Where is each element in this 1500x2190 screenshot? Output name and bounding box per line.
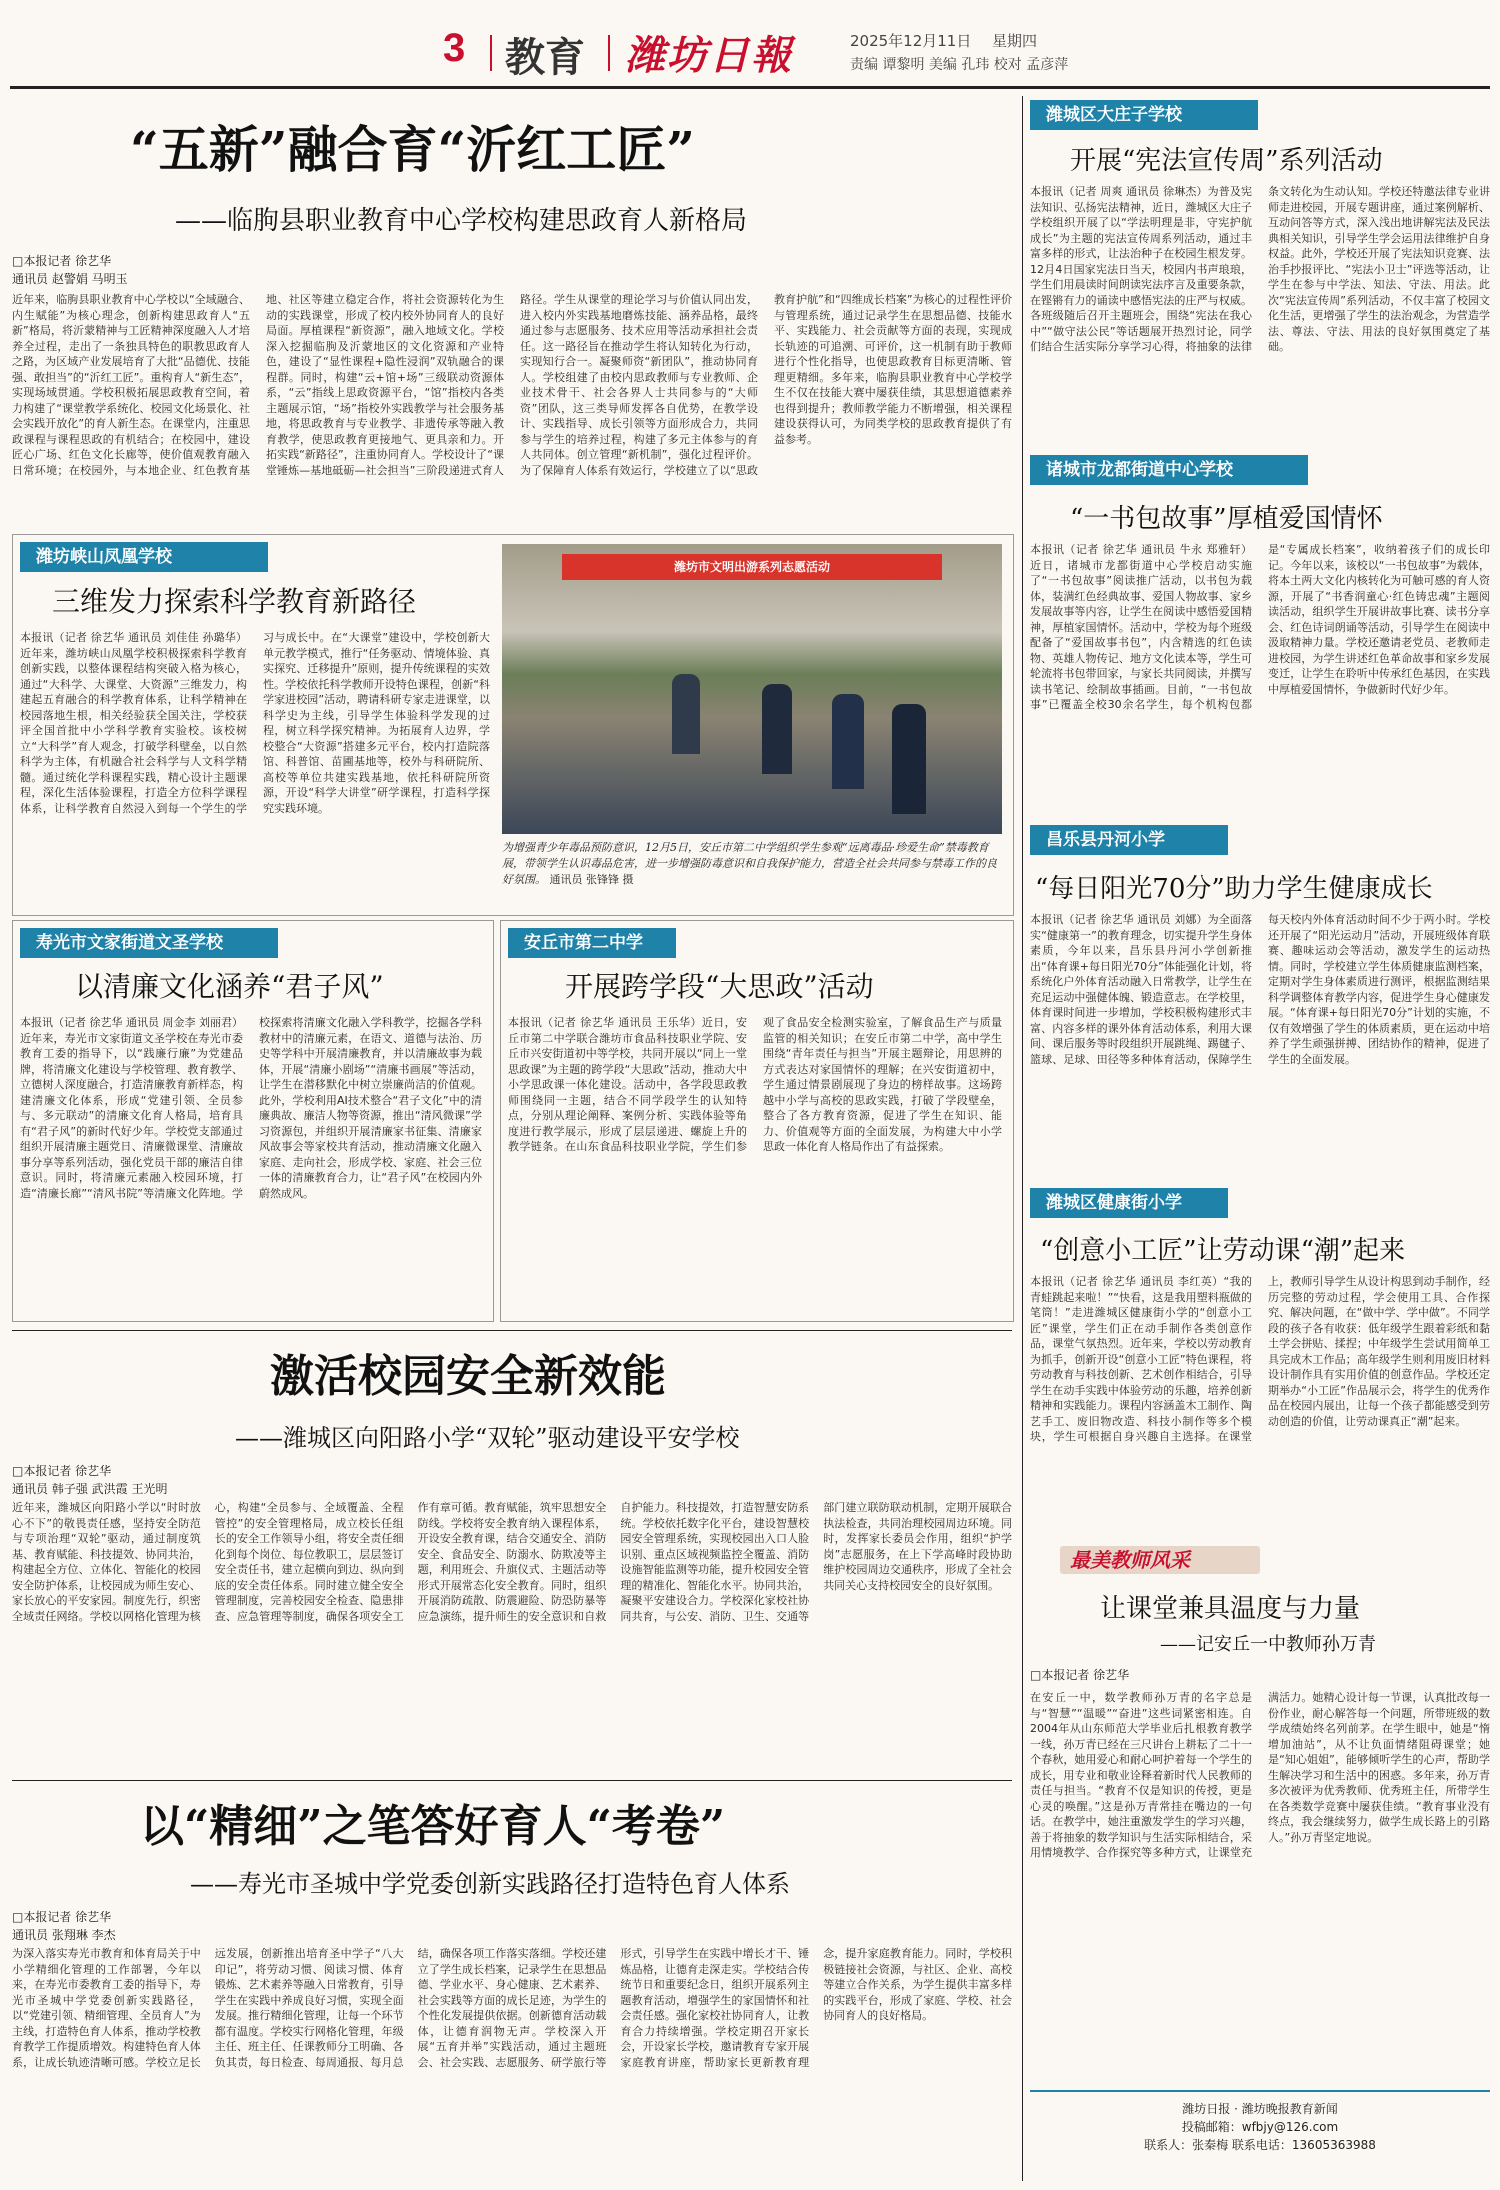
issue-date: 2025年12月11日 bbox=[850, 32, 972, 50]
event-photo bbox=[502, 544, 1002, 834]
school-tag: 安丘市第二中学 bbox=[508, 928, 676, 958]
article-subtitle: ——临朐县职业教育中心学校构建思政育人新格局 bbox=[175, 206, 748, 236]
school-tag: 寿光市文家街道文圣学校 bbox=[20, 928, 278, 958]
article-byline: □本报记者 徐艺华 bbox=[1030, 1668, 1130, 1682]
school-tag: 潍城区健康街小学 bbox=[1030, 1188, 1228, 1218]
paper-logo: 潍坊日報 bbox=[625, 32, 793, 79]
article-title: 以“精细”之笔答好育人“考卷” bbox=[140, 1801, 726, 1852]
section-rule bbox=[12, 1780, 1012, 1781]
column-divider bbox=[1022, 96, 1023, 2181]
article-title: 以清廉文化涵养“君子风” bbox=[75, 970, 384, 1003]
article-title: “每日阳光70分”助力学生健康成长 bbox=[1035, 874, 1433, 904]
masthead-divider bbox=[490, 35, 492, 71]
article-byline: □本报记者 徐艺华 通讯员 韩子强 武洪霞 王光明 bbox=[12, 1464, 168, 1496]
article-title: 三维发力探索科学教育新路径 bbox=[52, 585, 417, 618]
article-byline: 本报讯（记者 徐艺华 通讯员 王乐华） bbox=[508, 1016, 702, 1029]
article-byline: 本报讯（记者 徐艺华 通讯员 李红英） bbox=[1030, 1275, 1224, 1288]
article-title: 开展“宪法宣传周”系列活动 bbox=[1070, 146, 1383, 176]
article-byline: 本报讯（记者 徐艺华 通讯员 刘娜） bbox=[1030, 913, 1208, 926]
article-body: 在安丘一中，数学教师孙万青的名字总是与“智慧”“温暖”“奋进”这些词紧密相连。自2004年从山东师范大学毕业后扎根教育教学一线，孙万青已经在三尺讲台上耕耘了二十一个春秋，她用爱心和耐心呵护着每一个学生的成长，用专业和敬业诠释着新时代人民教师的责任与担当。“教育不仅是知识的传授，更是心灵的唤醒。”这是孙万青常挂在嘴边的一句话。在教学中，她注重激发学生的学习兴趣，善于将抽象的数学知识与生活实际相结合，采用情境教学、合作探究等多种方式，让课堂充满活力。她精心设计每一节课，认真批改每一份作业，耐心解答每一个问题，所带班级的数学成绩始终名列前茅。在学生眼中，她是“惰增加油站”，从不让负面情绪阻碍课堂；她是“知心姐姐”，能够倾听学生的心声，帮助学生解决学习和生活中的困惑。多年来，孙万青多次被评为优秀教师、优秀班主任，所带学生在各类数学竞赛中屡获佳绩。“教育事业没有终点，我会继续努力，做学生成长路上的引路人。”孙万青坚定地说。 bbox=[1030, 1691, 1490, 1859]
article-byline: □本报记者 徐艺华 通讯员 赵警娟 马明玉 bbox=[12, 254, 128, 286]
article-byline: 本报讯（记者 徐艺华 通讯员 周金李 刘丽君） bbox=[20, 1016, 243, 1029]
article-byline: □本报记者 徐艺华 通讯员 张翔琳 李杰 bbox=[12, 1910, 116, 1942]
article-title: 激活校园安全新效能 bbox=[270, 1351, 666, 1402]
article-title: “五新”融合育“沂红工匠” bbox=[130, 120, 696, 179]
article-body: 本报讯（记者 徐艺华 通讯员 牛永 郑雅轩）近日，诸城市龙都街道中心学校启动实施了“一书包故事”阅读推广活动，以书包为载体，装满红色经典故事、爱国人物故事、家乡发展故事等内容，让学生在阅读中感悟爱国精神，厚植家国情怀。活动中，学校为每个班级配备了“爱国故事书包”，内含精选的红色读物、英雄人物传记、地方文化读本等，学生可轮流将书包带回家，与家长共同阅读，并撰写读书笔记、绘制故事插画。目前，“一书包故事”已覆盖全校30余名学生，每个机构包都是“专属成长档案”，收纳着孩子们的成长印记。今年以来，该校以“一书包故事”为载体，将本土两大文化内核转化为可触可感的育人资源，开展了“书香润童心·红色铸忠魂”主题阅读活动，组织学生开展讲故事比赛、读书分享会、红色诗词朗诵等活动，引导学生在阅读中汲取精神力量。学校还邀请老党员、老教师走进校园，为学生讲述红色革命故事和家乡发展变迁，让学生在聆听中传承红色基因，在实践中厚植爱国情怀，争做新时代好少年。 bbox=[1030, 543, 1490, 711]
article-body: 本报讯（记者 徐艺华 通讯员 周金李 刘丽君）近年来，寿光市文家街道文圣学校在寿光市委教育工委的指导下，以“践廉行廉”为党建品牌，将清廉文化建设与学校管理、教育教学、立德树人深度融合，打造清廉教育新样态，构建清廉文化体系，形成“党建引领、全员参与、多元联动”的清廉文化育人格局，培育具有“君子风”的新时代好少年。学校党支部通过组织开展清廉主题党日、清廉微课堂、清廉故事分享等系列活动，强化党员干部的廉洁自律意识。同时，将清廉元素融入校园环境，打造“清廉长廊”“清风书院”等清廉文化阵地。学校探索将清廉文化融入学科教学，挖掘各学科教材中的清廉元素，在语文、道德与法治、历史等学科中开展清廉教育，并以清廉故事为载体，开展“清廉小剧场”“清廉书画展”等活动，让学生在潜移默化中树立崇廉尚洁的价值观。此外，学校利用AI技术整合“君子文化”中的清廉典故、廉洁人物等资源，推出“清风微课”学习资源包，并组织开展清廉家书征集、清廉家风故事会等家校共育活动，推动清廉文化融入家庭、走向社会，形成学校、家庭、社会三位一体的清廉教育合力，让“君子风”在校园内外蔚然成风。 bbox=[20, 1016, 482, 1200]
article-body: 为深入落实寿光市教育和体育局关于中小学精细化管理的工作部署，今年以来，在寿光市委教育工委的指导下，寿光市圣城中学党委创新实践路径，以“党建引领、精细管理、全员育人”为主线，打造特色育人体系，推动学校教育教学工作提质增效。构建特色育人体系，让成长轨迹清晰可感。学校立足长远发展，创新推出培育圣中学子“八大印记”，将劳动习惯、阅读习惯、体育锻炼、艺术素养等融入日常教育，引导学生在实践中养成良好习惯，实现全面发展。推行精细化管理，让每一个环节都有温度。学校实行网格化管理，年级主任、班主任、任课教师分工明确、各负其责，每日检查、每周通报、每月总结，确保各项工作落实落细。学校还建立了学生成长档案，记录学生在思想品德、学业水平、身心健康、艺术素养、社会实践等方面的成长足迹，为学生的个性化发展提供依据。创新德育活动载体，让德育润物无声。学校深入开展“五育并举”实践活动，通过主题班会、社会实践、志愿服务、研学旅行等形式，引导学生在实践中增长才干、锤炼品格，让德育走深走实。学校结合传统节日和重要纪念日，组织开展系列主题教育活动，增强学生的家国情怀和社会责任感。强化家校社协同育人，让教育合力持续增强。学校定期召开家长会，开设家长学校，邀请教育专家开展家庭教育讲座，帮助家长更新教育理念，提升家庭教育能力。同时，学校积极链接社会资源，与社区、企业、高校等建立合作关系，为学生提供丰富多样的实践平台，形成了家庭、学校、社会协同育人的良好格局。 bbox=[12, 1947, 1012, 2069]
article-body: 本报讯（记者 徐艺华 通讯员 王乐华）近日，安丘市第二中学联合潍坊市食品科技职业学院、安丘市兴安街道初中等学校，共同开展以“同上一堂思政课”为主题的跨学段“大思政”活动，推动大中小学思政课一体化建设。活动中，各学段思政教师围绕同一主题，结合不同学段学生的认知特点，分别从理论阐释、案例分析、实践体验等角度进行教学展示，形成了层层递进、螺旋上升的教学链条。在山东食品科技职业学院，学生们参观了食品安全检测实验室，了解食品生产与质量监管的相关知识；在安丘市第二中学，高中学生围绕“青年责任与担当”开展主题辩论，用思辨的方式表达对家国情怀的理解；在兴安街道初中，学生通过情景剧展现了身边的榜样故事。这场跨越中小学与高校的思政实践，打破了学段壁垒，整合了各方教育资源，促进了学生在知识、能力、价值观等方面的全面发展，为构建大中小学思政一体化育人格局作出了有益探索。 bbox=[508, 1016, 1002, 1153]
section-rule bbox=[12, 1330, 1012, 1331]
person-figure bbox=[832, 694, 864, 789]
issue-weekday: 星期四 bbox=[992, 32, 1038, 50]
article-byline: 本报讯（记者 徐艺华 通讯员 牛永 郑雅轩） bbox=[1030, 543, 1252, 556]
article-body: 本报讯（记者 周爽 通讯员 徐琳杰）为普及宪法知识、弘扬宪法精神，近日，潍城区大庄子学校组织开展了以“学法明理是非，守宪护航成长”为主题的宪法宣传周系列活动，通过丰富多样的形式，让法治种子在校园生根发芽。12月4日国家宪法日当天，校园内书声琅琅，学生们用晨读时间朗读宪法序言及重要条款，在铿锵有力的诵读中感悟宪法的庄严与权威。各班级随后召开主题班会，围绕“宪法在我心中”“做守法公民”等话题展开热烈讨论，同学们结合生活实际分享学习心得，将抽象的法律条文转化为生动认知。学校还特邀法律专业讲师走进校园，开展专题讲座，通过案例解析、互动问答等方式，深入浅出地讲解宪法及民法典相关知识，引导学生学会运用法律维护自身权益。此外，学校还开展了宪法知识竞赛、法治手抄报评比、“宪法小卫士”评选等活动，让学生在参与中学法、知法、守法、用法。此次“宪法宣传周”系列活动，不仅丰富了校园文化生活，更增强了学生的法治观念，为营造学法、尊法、守法、用法的良好氛围奠定了基础。 bbox=[1030, 185, 1490, 353]
article-title: “创意小工匠”让劳动课“潮”起来 bbox=[1040, 1236, 1406, 1266]
school-tag: 潍城区大庄子学校 bbox=[1030, 100, 1258, 130]
school-tag: 诸城市龙都街道中心学校 bbox=[1030, 455, 1308, 485]
article-subtitle: ——寿光市圣城中学党委创新实践路径打造特色育人体系 bbox=[190, 1870, 790, 1898]
footer-info: 潍坊日报 · 潍坊晚报教育新闻 投稿邮箱：wfbjy@126.com 联系人：张秦梅 联系电话：13605363988 bbox=[1144, 2102, 1376, 2152]
photo-credit: 通讯员 张锋锋 摄 bbox=[549, 873, 634, 886]
person-figure bbox=[892, 704, 926, 814]
article-body: 本报讯（记者 徐艺华 通讯员 李红英）“我的青蛙跳起来啦！”“快看，这是我用塑料瓶做的笔筒！”走进潍城区健康街小学的“创意小工匠”课堂，学生们正在动手制作各类创意作品，课堂气氛热烈。近年来，学校以劳动教育为抓手，创新开设“创意小工匠”特色课程，将劳动教育与科技创新、艺术创作相结合，引导学生在动手实践中体验劳动的乐趣，培养创新精神和实践能力。课程内容涵盖木工制作、陶艺手工、废旧物改造、科技小制作等多个模块，学生可根据自身兴趣自主选择。在课堂上，教师引导学生从设计构思到动手制作，经历完整的劳动过程，学会使用工具、合作探究、解决问题，在“做中学、学中做”。不同学段的孩子各有收获：低年级学生跟着彩纸和黏土学会拼贴、揉捏；中年级学生尝试用简单工具完成木工作品；高年级学生则利用废旧材料设计制作具有实用价值的创意作品。学校还定期举办“小工匠”作品展示会，将学生的优秀作品在校园内展出，让每一个孩子都能感受到劳动创造的价值，让劳动课真正“潮”起来。 bbox=[1030, 1275, 1490, 1443]
page-number: 3 bbox=[443, 26, 466, 70]
article-byline: 本报讯（记者 徐艺华 通讯员 刘佳佳 孙璐华） bbox=[20, 631, 247, 644]
article-body: 本报讯（记者 徐艺华 通讯员 刘佳佳 孙璐华）近年来，潍坊峡山凤凰学校积极探索科学教育创新实践，以整体课程结构突破入格为核心，通过“大科学、大课堂、大资源”三维发力，构建起五育融合的科学教育体系，让科学精神在校园落地生根，相关经验获全国关注，学校获评全国首批中小学科学教育实验校。该校树立“大科学”育人观念，打破学科壁垒，以自然科学为主体，有机融合社会科学与人文科学精髓。通过统化学科课程实践，精心设计主题课程，深化生活体验课程，打造全方位科学课程体系，让科学教育自然浸入到每一个学生的学习与成长中。在“大课堂”建设中，学校创新大单元教学模式，推行“任务驱动、情境体验、真实探究、迁移提升”原则，提升传统课程的实效性。学校依托科学教师开设特色课程，创新“科学家进校园”活动，聘请科研专家走进课堂，以科学史为主线，引导学生体验科学发现的过程，树立科学探究精神。为拓展育人边界，学校整合“大资源”搭建多元平台，校内打造院落馆、科普馆、苗圃基地等，校外与科研院所、高校等单位共建实践基地，依托科研院所资源，开设“科学大讲堂”研学课程，打造科学探究实践环境。 bbox=[20, 631, 490, 815]
person-figure bbox=[672, 674, 700, 754]
feature-banner: 最美教师风采 bbox=[1070, 1548, 1190, 1572]
masthead-divider bbox=[608, 35, 610, 71]
article-body: 近年来，临朐县职业教育中心学校以“全域融合、内生赋能”为核心理念，创新构建思政育人“五新”格局，将沂蒙精神与工匠精神深度融入人才培养全过程，走出了一条独具特色的职教思政育人之路，为区域产业发展培育了大批“品德优、技能强、敢担当”的“沂红工匠”。重构育人“新生态”，实现场域贯通。学校积极拓展思政教育空间，着力构建了“课堂教学系统化、校园文化场景化、社会实践开放化”的育人新生态。在课堂内，注重思政课程与课程思政的有机结合；在校园中，建设匠心广场、红色文化长廊等，使价值观教育融入日常环境；在校园外，与本地企业、红色教育基地、社区等建立稳定合作，将社会资源转化为生动的实践课堂，形成了校内校外协同育人的良好局面。厚植课程“新资源”，融入地域文化。学校深入挖掘临朐及沂蒙地区的文化资源和产业特色，建设了“显性课程+隐性浸润”双轨融合的课程群。同时，构建“云+馆+场”三级联动资源体系，“云”指线上思政资源平台，“馆”指校内各类主题展示馆，“场”指校外实践教学与社会服务基地，将思政教育与专业教学、非遗传承等融入教育教学，使思政教育更接地气、更具亲和力。开拓实践“新路径”，注重协同育人。学校设计了“课堂锤炼—基地砥砺—社会担当”三阶段递进式育人路径。学生从课堂的理论学习与价值认同出发，进入校内外实践基地磨炼技能、涵养品格，最终通过参与志愿服务、技术应用等活动承担社会责任。这一路径旨在推动学生将认知转化为行动，实现知行合一。凝聚师资“新团队”，推动协同育人。学校组建了由校内思政教师与专业教师、企业技术骨干、社会各界人士共同参与的“大师资”团队，这三类导师发挥各自优势，在教学设计、实践指导、成长引领等方面形成合力，共同参与学生的培养过程，构建了多元主体参与的育人共同体。创立管理“新机制”，强化过程评价。为了保障育人体系有效运行，学校建立了以“思政教育护航”和“四维成长档案”为核心的过程性评价与管理系统，通过记录学生在思想品德、技能水平、实践能力、社会贡献等方面的表现，实现成长轨迹的可追溯、可评价，这一机制有助于教师进行个性化指导，也使思政教育目标更清晰、管理更精细。多年来，临朐县职业教育中心学校学生不仅在技能大赛中屡获佳绩，其思想道德素养也得到提升；教师教学能力不断增强，相关课程建设获得认可，为同类学校的思政教育提供了有益参考。 bbox=[12, 293, 1012, 477]
photo-caption: 为增强青少年毒品预防意识，12月5日，安丘市第二中学组织学生参观“远离毒品·珍爱生命”禁毒教育展，带领学生认识毒品危害，进一步增强防毒意识和自我保护能力，营造全社会共同参与禁毒工作的良好氛围。 通讯员 张锋锋 摄 bbox=[502, 841, 997, 886]
article-subtitle: ——潍城区向阳路小学“双轮”驱动建设平安学校 bbox=[235, 1424, 740, 1452]
article-byline: 本报讯（记者 周爽 通讯员 徐琳杰） bbox=[1030, 185, 1208, 198]
school-tag: 昌乐县丹河小学 bbox=[1030, 825, 1228, 855]
masthead-rule bbox=[10, 86, 1490, 89]
person-figure bbox=[762, 684, 792, 774]
article-subtitle: ——记安丘一中教师孙万青 bbox=[1160, 1634, 1376, 1655]
article-title: 让课堂兼具温度与力量 bbox=[1100, 1594, 1361, 1624]
article-body: 近年来，潍城区向阳路小学以“时时放心不下”的敬畏责任感，坚持安全防范与专项治理“双轮”驱动，通过制度筑基、教育赋能、科技提效、协同共治，构建起全方位、立体化、智能化的校园安全防护体系，让校园成为师生安心、家长放心的平安家园。制度先行，织密全域责任网络。学校以网格化管理为核心，构建“全员参与、全域覆盖、全程管控”的安全管理格局，成立校长任组长的安全工作领导小组，将安全责任细化到每个岗位、每位教职工，层层签订安全责任书，建立起横向到边、纵向到底的安全责任体系。同时建立健全安全管理制度，完善校园安全检查、隐患排查、应急管理等制度，确保各项安全工作有章可循。教育赋能，筑牢思想安全防线。学校将安全教育纳入课程体系，开设安全教育课，结合交通安全、消防安全、食品安全、防溺水、防欺凌等主题，利用班会、升旗仪式、主题活动等形式开展常态化安全教育。同时，组织开展消防疏散、防震避险、防恐防暴等应急演练，提升师生的安全意识和自救自护能力。科技提效，打造智慧安防系统。学校依托数字化平台，建设智慧校园安全管理系统，实现校园出入口人脸识别、重点区域视频监控全覆盖、消防设施智能监测等功能，提升校园安全管理的精准化、智能化水平。协同共治，凝聚平安建设合力。学校深化家校社协同共育，与公安、消防、卫生、交通等部门建立联防联动机制，定期开展联合执法检查，共同治理校园周边环境。同时，发挥家长委员会作用，组织“护学岗”志愿服务，在上下学高峰时段协助维护校园周边交通秩序，形成了全社会共同关心支持校园安全的良好氛围。 bbox=[12, 1501, 1012, 1623]
article-title: 开展跨学段“大思政”活动 bbox=[565, 970, 874, 1003]
footer-rule bbox=[1030, 2090, 1490, 2092]
editors-line: 责编 谭黎明 美编 孔玮 校对 孟彦萍 bbox=[850, 57, 1069, 73]
school-tag: 潍坊峡山凤凰学校 bbox=[20, 542, 268, 572]
section-name: 教育 bbox=[505, 36, 585, 80]
article-body: 本报讯（记者 徐艺华 通讯员 刘娜）为全面落实“健康第一”的教育理念，切实提升学生身体素质，今年以来，昌乐县丹河小学创新推出“体育课+每日阳光70分”体能强化计划，将系统化户外体育活动融入日常教学，让学生在充足运动中强健体魄、锻造意志。在学校里，体育课时间进一步增加，学校积极构建形式丰富、内容多样的课外体育活动体系，利用大课间、课后服务等时段组织开展跳绳、踢毽子、篮球、足球、田径等多种体育活动，保障学生每天校内外体育活动时间不少于两小时。学校还开展了“阳光运动月”活动，开展班级体育联赛、趣味运动会等活动，激发学生的运动热情。同时，学校建立学生体质健康监测档案，定期对学生身体素质进行测评，根据监测结果科学调整体育教学内容，促进学生身心健康发展。“体育课+每日阳光70分”计划的实施，不仅有效增强了学生的体质素质，更在运动中培养了学生顽强拼搏、团结协作的精神，促进了学生的全面发展。 bbox=[1030, 913, 1490, 1066]
article-title: “一书包故事”厚植爱国情怀 bbox=[1070, 504, 1383, 534]
photo-banner: 潍坊市文明出游系列志愿活动 bbox=[562, 554, 942, 580]
